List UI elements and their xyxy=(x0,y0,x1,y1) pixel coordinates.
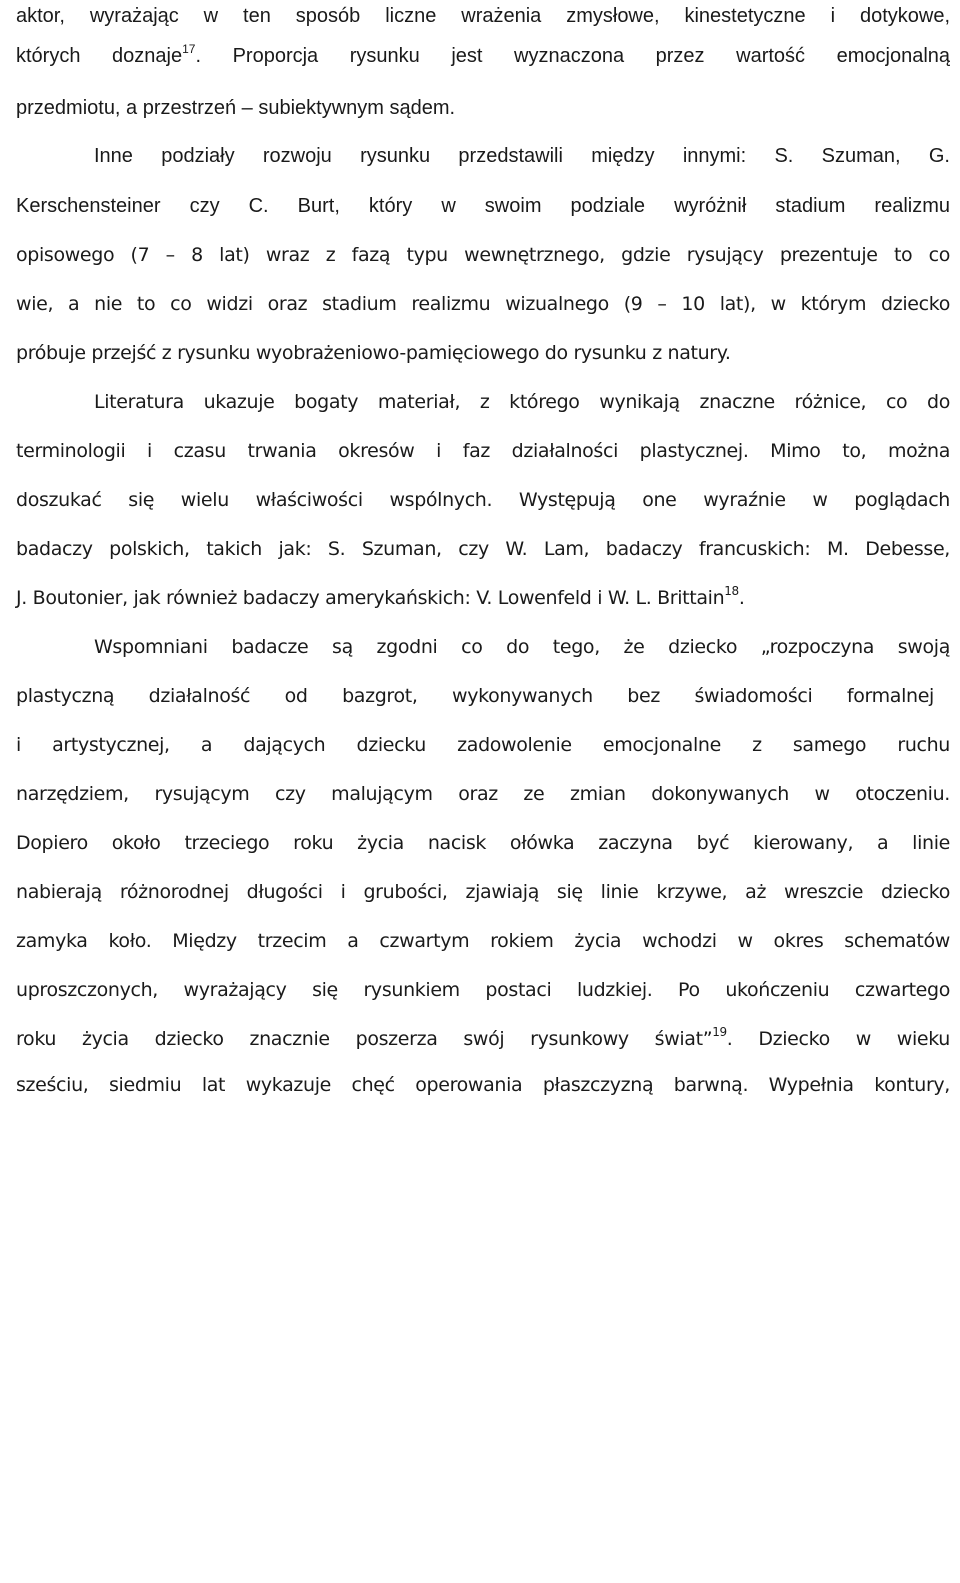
paragraph-line: doszukać się wielu właściwości wspólnych. Występują one wyraźnie w poglądach xyxy=(16,489,950,511)
paragraph-line: zamyka koło. Między trzecim a czwartym rokiem życia wchodzi w okres schematów xyxy=(16,930,950,952)
paragraph-line: Wspomniani badacze są zgodni co do tego, że dziecko „rozpoczyna swoją xyxy=(94,636,950,658)
paragraph-line: sześciu, siedmiu lat wykazuje chęć operowania płaszczyzną barwną. Wypełnia kontury, xyxy=(16,1074,950,1096)
paragraph-line: wie, a nie to co widzi oraz stadium realizmu wizualnego (9 – 10 lat), w którym dziecko xyxy=(16,293,950,315)
paragraph-line: próbuje przejść z rysunku wyobrażeniowo-pamięciowego do rysunku z natury. xyxy=(16,342,731,364)
paragraph-line: uproszczonych, wyrażający się rysunkiem postaci ludzkiej. Po ukończeniu czwartego xyxy=(16,979,950,1001)
paragraph-line: i artystycznej, a dających dziecku zadowolenie emocjonalne z samego ruchu xyxy=(16,734,950,756)
footnote-ref: 17 xyxy=(182,42,196,56)
footnote-ref: 19 xyxy=(712,1025,727,1039)
paragraph-line: Dopiero około trzeciego roku życia nacisk ołówka zaczyna być kierowany, a linie xyxy=(16,832,950,854)
paragraph-line: których doznaje$^{17}$. Proporcja rysunku jest wyznaczona przez wartość emocjonalną xyxy=(16,42,951,67)
paragraph-line: badaczy polskich, takich jak: S. Szuman, czy W. Lam, badaczy francuskich: M. Debesse, xyxy=(16,538,950,560)
paragraph-line: Inne podziały rozwoju rysunku przedstawili między innymi: S. Szuman, G. xyxy=(94,145,950,167)
paragraph-line: Kerschensteiner czy C. Burt, który w swoim podziale wyróżnił stadium realizmu xyxy=(16,195,950,217)
paragraph-line: terminologii i czasu trwania okresów i faz działalności plastycznej. Mimo to, można xyxy=(16,440,950,462)
footnote-ref: 18 xyxy=(724,584,739,598)
paragraph-line: aktor, wyrażając w ten sposób liczne wrażenia zmysłowe, kinestetyczne i dotykowe, xyxy=(16,5,950,27)
paragraph-line: opisowego (7 – 8 lat) wraz z fazą typu wewnętrznego, gdzie rysujący prezentuje to co xyxy=(16,244,950,266)
paragraph-line: przedmiotu, a przestrzeń – subiektywnym sądem. xyxy=(16,97,456,119)
paragraph-line: narzędziem, rysującym czy malującym oraz ze zmian dokonywanych w otoczeniu. xyxy=(16,783,950,805)
paragraph-line: J. Boutonier, jak również badaczy amerykańskich: V. Lowenfeld i W. L. Brittain$^{18}$. xyxy=(16,584,745,609)
paragraph-line: roku życia dziecko znacznie poszerza swój rysunkowy świat”$^{19}$. Dziecko w wieku xyxy=(16,1025,950,1050)
paragraph-line: plastyczną działalność od bazgrot, wykonywanych bez świadomości formalnej xyxy=(16,685,934,707)
paragraph-line: Literatura ukazuje bogaty materiał, z którego wynikają znaczne różnice, co do xyxy=(94,391,950,413)
paragraph-line: nabierają różnorodnej długości i grubości, zjawiają się linie krzywe, aż wreszcie dziecko xyxy=(16,881,950,903)
